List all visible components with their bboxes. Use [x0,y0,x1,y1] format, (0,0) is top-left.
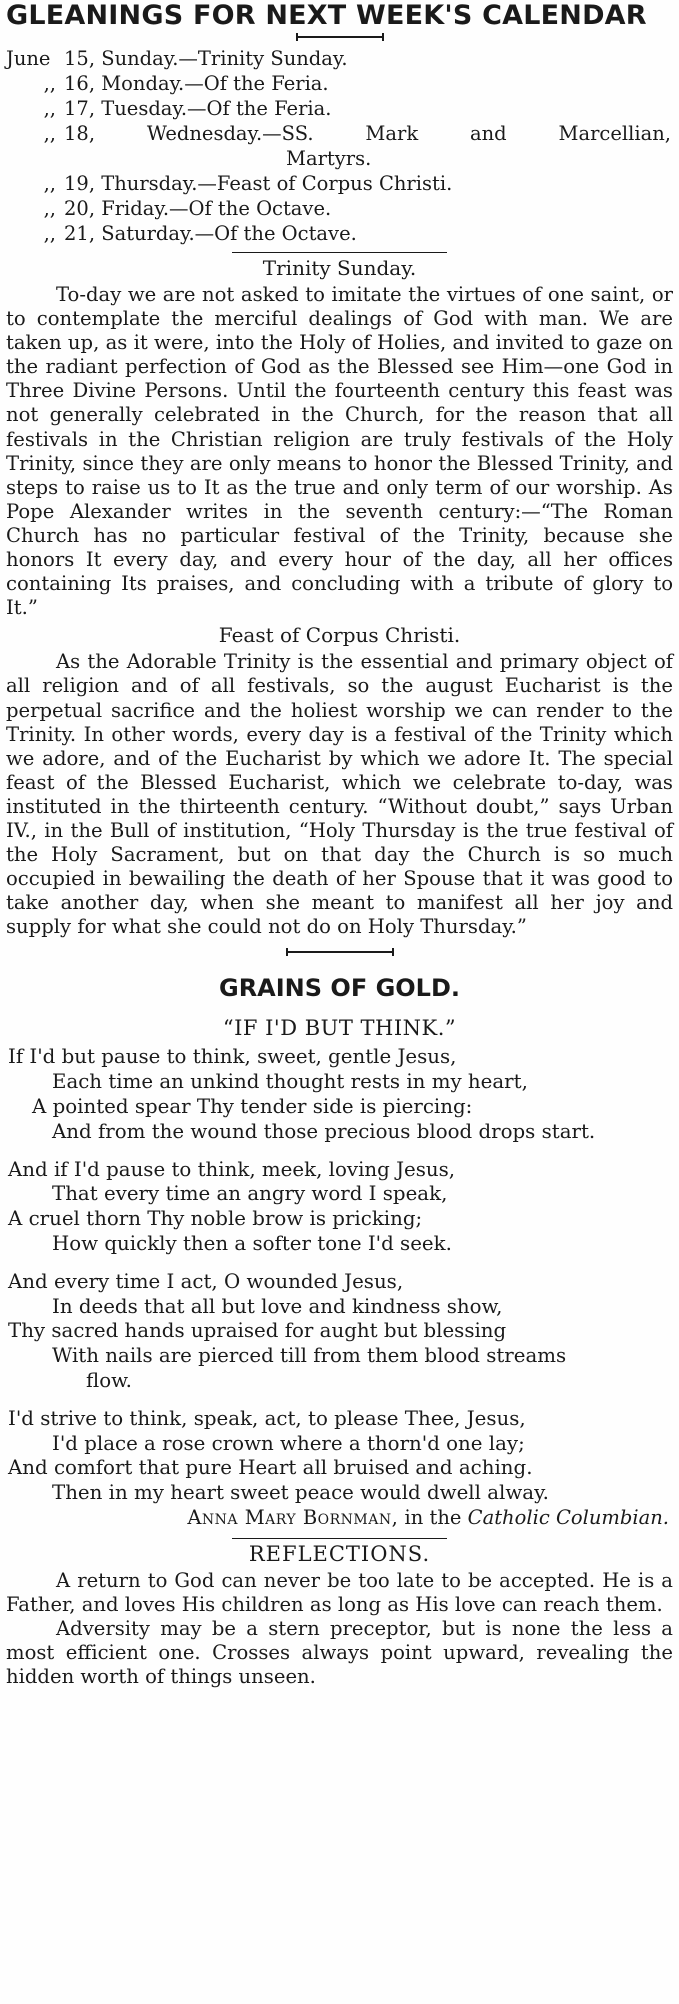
calendar-entry: ,, 21, Saturday.—Of the Octave. [43,222,357,245]
title-rule [0,32,679,42]
poem-attribution [0,1506,679,1530]
poem-line: And comfort that pure Heart all bruised and aching. [8,1456,533,1480]
attribution-source: Catholic Columbian. [467,1505,669,1529]
reflections-paragraph: Adversity may be a stern preceptor, but is none the less a most efficient one. Crosses always point upward, revealing the hidden worth of things unseen. [6,1617,673,1689]
corpus-heading: Feast of Corpus Christi. [218,623,461,648]
poem-line: Each time an unkind thought rests in my heart, [52,1070,528,1094]
article-end-rule [0,945,679,957]
poem-line: I'd place a rose crown where a thorn'd one lay; [52,1431,525,1455]
calendar-entry: ,, 20, Friday.—Of the Octave. [43,197,332,220]
poem-stanza [8,1270,673,1394]
gleanings-title: GLEANINGS FOR NEXT WEEK'S CALENDAR [6,0,647,31]
calendar-entry: ,, 19, Thursday.—Feast of Corpus Christi. [43,172,453,195]
calendar-entry: June 15, Sunday.—Trinity Sunday. [6,47,348,70]
poem-line: And every time I act, O wounded Jesus, [8,1269,404,1293]
poem-line: If I'd but pause to think, sweet, gentle Jesus, [8,1045,457,1069]
attribution-connector: in the [404,1505,462,1529]
poem-line: How quickly then a softer tone I'd seek. [52,1232,452,1256]
calendar-entry-continuation: Martyrs. [286,147,372,170]
poem-line: And from the wound those precious blood drops start. [52,1119,596,1143]
poem-stanza [8,1158,673,1257]
poem-line: flow. [86,1369,132,1392]
calendar-entry: ,, 16, Monday.—Of the Feria. [43,72,329,95]
poem-stanza [8,1045,673,1144]
poem [0,1045,679,1506]
poem-title: “IF I'D BUT THINK.” [222,1016,457,1041]
calendar-list [0,46,679,246]
poem-line: I'd strive to think, speak, act, to please Thee, Jesus, [8,1406,526,1430]
attribution-author: Anna Mary Bornman, [187,1505,399,1529]
poem-stanza [8,1407,673,1506]
poem-line: A cruel thorn Thy noble brow is pricking; [8,1207,423,1231]
section-divider [232,252,447,253]
poem-line: And if I'd pause to think, meek, loving Jesus, [8,1157,456,1181]
poem-line: A pointed spear Thy tender side is piercing: [32,1095,473,1119]
section-divider [232,1538,447,1539]
trinity-paragraph: To-day we are not asked to imitate the virtues of one saint, or to contemplate the merciful dealings of God with man. We are taken up, as it were, into the Holy of Holies, and invited to gaze on the radiant perfection of God as the Blessed see Him—one God in Three Divine Persons. Until the fourteenth century this feast was not generally celebrated in the Church, for the reason that all festivals in the Christian religion are truly festivals of the Holy Trinity, since they are only means to honor the Blessed Trinity, and steps to raise us to It as the true and only term of our worship. As Pope Alexander writes in the seventh century:—“The Roman Church has no particular festival of the Trinity, because she honors It every day, and every hour of the day, all her offices containing Its praises, and concluding with a tribute of glory to It.” [6,283,673,620]
reflections-heading: REFLECTIONS. [248,1541,431,1566]
poem-line: With nails are pierced till from them blood streams [52,1344,567,1368]
poem-line: Then in my heart sweet peace would dwell alway. [52,1481,549,1505]
poem-line: In deeds that all but love and kindness show, [52,1294,503,1318]
corpus-paragraph: As the Adorable Trinity is the essential and primary object of all religion and of all festivals, so the august Eucharist is the perpetual sacrifice and the holiest worship we can render to the Trinity. In other words, every day is a festival of the Trinity which we adore, and of the Eucharist by which we adore It. The special feast of the Blessed Eucharist, which we celebrate to-day, was instituted in the thirteenth century. “Without doubt,” says Urban IV., in the Bull of institution, “Holy Thursday is the true festival of the Holy Sacrament, but on that day the Church is so much occupied in bewailing the death of her Spouse that it was good to take another day, when she meant to manifest all her joy and supply for what she could not do on Holy Thursday.” [6,650,673,939]
trinity-heading: Trinity Sunday. [262,256,417,280]
calendar-entry: ,, 18, Wednesday.—SS. Mark and Marcellian, [43,122,671,145]
poem-line: That every time an angry word I speak, [52,1182,448,1206]
grains-title: GRAINS OF GOLD. [219,974,460,1003]
reflections-paragraph: A return to God can never be too late to be accepted. He is a Father, and loves His children as long as His love can reach them. [6,1568,673,1617]
poem-line: Thy sacred hands upraised for aught but blessing [8,1319,507,1343]
calendar-entry: ,, 17, Tuesday.—Of the Feria. [43,97,332,120]
